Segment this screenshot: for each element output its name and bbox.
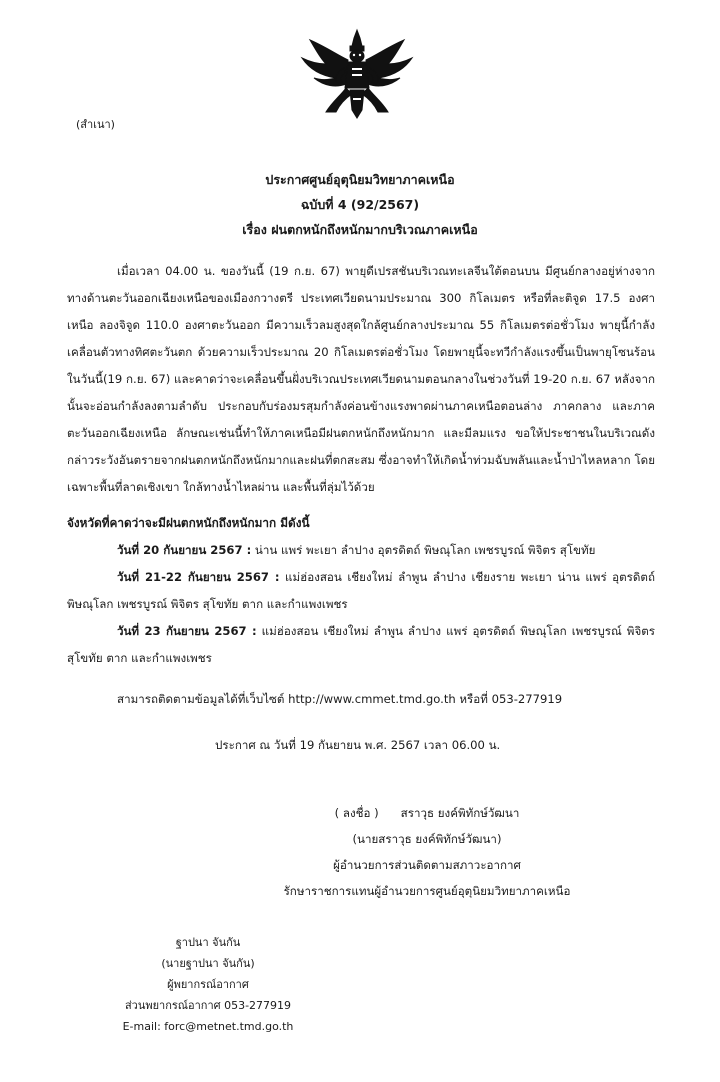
garuda-emblem bbox=[296, 28, 418, 120]
day-provinces: แม่ฮ่องสอน เชียงใหม่ ลำพูน ลำปาง เชียงราย พะเยา น่าน แพร่ อุตรดิตถ์ พิษณุโลก เพชรบูรณ์ พิจิตร สุโขทัย ตาก และกำแพงเพชร bbox=[67, 570, 655, 611]
day-provinces: น่าน แพร่ พะเยา ลำปาง อุตรดิตถ์ พิษณุโลก เพชรบูรณ์ พิจิตร สุโขทัย bbox=[251, 543, 596, 557]
forecast-day-23 bbox=[67, 618, 655, 672]
body-text: เมื่อเวลา 04.00 น. ของวันนี้ (19 ก.ย. 67) พายุดีเปรสชันบริเวณทะเลจีนใต้ตอนบน มีศูนย์กลางอยู่ห่างจากทางด้านตะวันออกเฉียงเหนือของเมืองกวางตรี ประเทศเวียดนามประมาณ 300 กิโลเมตร หรือที่ละติจูด 17.5 องศาเหนือ ลองจิจูด 110.0 องศาตะวันออก มีความเร็วลมสูงสุดใกล้ศูนย์กลางประมาณ 55 กิโลเมตรต่อชั่วโมง พายุนี้กำลังเคลื่อนตัวทางทิศตะวันตก ด้วยความเร็วประมาณ 20 กิโลเมตรต่อชั่วโมง โดยพายุนี้จะทวีกำลังแรงขึ้นเป็นพายุโซนร้อนในวันนี้(19 ก.ย. 67) และคาดว่าจะเคลื่อนขึ้นฝั่งบริเวณประเทศเวียดนามตอนกลางในช่วงวันที่ 19-20 ก.ย. 67 หลังจากนั้นจะอ่อนกำลังลงตามลำดับ ประกอบกับร่องมรสุมกำลังค่อนข้างแรงพาดผ่านภาคเหนือตอนล่าง ภาคกลาง และภาคตะวันออกเฉียงเหนือ ลักษณะเช่นนี้ทำให้ภาคเหนือมีฝนตกหนักถึงหนักมาก และมีลมแรง ขอให้ประชาชนในบริเวณดังกล่าวระวังอันตรายจากฝนตกหนักถึงหนักมากและฝนที่ตกสะสม ซึ่งอาจทำให้เกิดน้ำท่วมฉับพลันและน้ำป่าไหลหลาก โดยเฉพาะพื้นที่ลาดเชิงเขา ใกล้ทางน้ำไหลผ่าน และพื้นที่ลุ่มไว้ด้วย bbox=[67, 264, 655, 494]
signer-position: ผู้อำนวยการส่วนติดตามสภาวะอากาศ bbox=[333, 858, 521, 872]
day-label: วันที่ 20 กันยายน 2567 : bbox=[117, 543, 252, 557]
forecaster-unit-phone: ส่วนพยากรณ์อากาศ 053-277919 bbox=[124, 999, 292, 1012]
issue-number: ฉบับที่ 4 (92/2567) bbox=[300, 197, 420, 212]
announcement-subject: เรื่อง ฝนตกหนักถึงหนักมากบริเวณภาคเหนือ bbox=[242, 222, 478, 237]
announcement-date: ประกาศ ณ วันที่ 19 กันยายน พ.ศ. 2567 เวลา 06.00 น. bbox=[215, 738, 501, 752]
copy-label: (สำเนา) bbox=[76, 118, 115, 131]
forecaster-full-name: (นายฐาปนา จันกัน) bbox=[161, 957, 255, 970]
signed-line bbox=[262, 800, 592, 826]
signed-name: สราวุธ ยงค์พิทักษ์วัฒนา bbox=[400, 806, 520, 820]
day-provinces: แม่ฮ่องสอน เชียงใหม่ ลำพูน ลำปาง แพร่ อุตรดิตถ์ พิษณุโลก เพชรบูรณ์ พิจิตร สุโขทัย ตาก และกำแพงเพชร bbox=[67, 624, 655, 665]
signature-block bbox=[262, 800, 592, 904]
forecaster-block bbox=[108, 932, 308, 1037]
forecast-day-20 bbox=[67, 537, 655, 564]
forecast-day-21-22 bbox=[67, 564, 655, 618]
signed-tag: ( ลงชื่อ ) bbox=[334, 806, 379, 820]
forecaster-name: ฐาปนา จันกัน bbox=[175, 936, 241, 949]
day-label: วันที่ 23 กันยายน 2567 : bbox=[117, 624, 257, 638]
forecaster-title: ผู้พยากรณ์อากาศ bbox=[167, 978, 249, 991]
forecaster-email: E-mail: forc@metnet.tmd.go.th bbox=[122, 1020, 294, 1033]
provinces-title: จังหวัดที่คาดว่าจะมีฝนตกหนักถึงหนักมาก มีดังนี้ bbox=[67, 516, 310, 530]
day-label: วันที่ 21-22 กันยายน 2567 : bbox=[117, 570, 280, 584]
announcement-title: ประกาศศูนย์อุตุนิยมวิทยาภาคเหนือ bbox=[265, 172, 455, 187]
signer-acting-position: รักษาราชการแทนผู้อำนวยการศูนย์อุตุนิยมวิทยาภาคเหนือ bbox=[283, 884, 571, 898]
signer-full-name: (นายสราวุธ ยงค์พิทักษ์วัฒนา) bbox=[352, 832, 502, 846]
contact-info: สามารถติดตามข้อมูลได้ที่เว็บไซต์ http://www.cmmet.tmd.go.th หรือที่ 053-277919 bbox=[117, 692, 563, 706]
body-paragraph bbox=[67, 258, 655, 501]
